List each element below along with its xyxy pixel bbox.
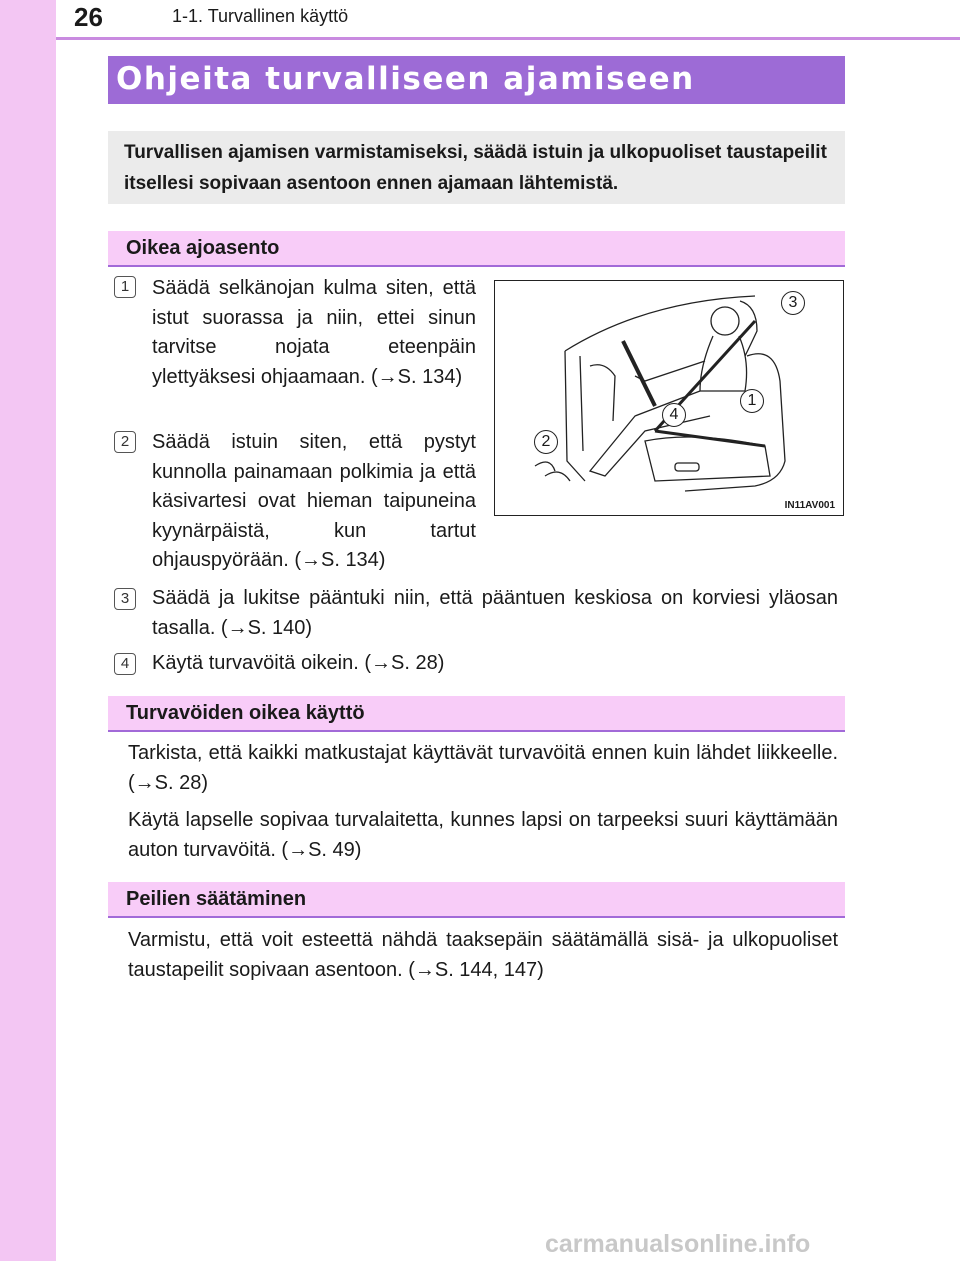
seatbelt-paragraph-1: Tarkista, että kaikki matkustajat käyttävät turvavöitä ennen kuin lähdet liikkeelle. (→S. 28) [128, 742, 838, 794]
pedals [535, 462, 570, 481]
intro-box [108, 131, 845, 204]
driver-torso [700, 336, 747, 391]
section-heading-driving-position [108, 231, 845, 267]
item-text-3: Säädä ja lukitse pääntuki niin, että pääntuen keskiosa on korviesi yläosan tasalla. (→S. 140) [152, 587, 838, 639]
watermark: carmanualsonline.info [545, 1230, 811, 1258]
callout-2: 2 [534, 430, 558, 454]
intro-text: Turvallisen ajamisen varmistamiseksi, säädä istuin ja ulkopuoliset taustapeilit itsellesi sopivaan asentoon ennen ajamaan lähtemistä. [124, 142, 827, 194]
chapter-title: 1-1. Turvallinen käyttö [172, 6, 349, 26]
seatbelt-paragraph-2: Käytä lapselle sopivaa turvalaitetta, kunnes lapsi on tarpeeksi suuri käyttämään auton turvavöitä. (→S. 49) [128, 809, 838, 861]
seat-control [675, 463, 699, 471]
lap-belt [655, 431, 765, 446]
seat-back [685, 354, 785, 491]
roof-line [565, 296, 755, 351]
page-title: Ohjeita turvalliseen ajamiseen [116, 61, 695, 97]
item-number-1: 1 [114, 276, 136, 298]
driver-arm [635, 361, 705, 381]
item-text-1: Säädä selkänojan kulma siten, että istut suorassa ja niin, ettei sinun tarvitse nojata eteenpäin ylettyäksesi ohjaamaan. (→S. 134) [152, 277, 476, 388]
item-number-3: 3 [114, 588, 136, 610]
mirrors-paragraph: Varmistu, että voit esteettä nähdä taaksepäin säätämällä sisä- ja ulkopuoliset taustapeilit sopivaan asentoon. (→S. 144, 147) [128, 929, 838, 981]
steering-wheel [623, 341, 655, 406]
driving-position-figure [494, 280, 844, 516]
item-text-2: Säädä istuin siten, että pystyt kunnolla painamaan polkimia ja että käsivartesi ovat hieman taipuneina kyynärpäistä, kun tartut ohjauspyörään. (→S. 134) [152, 431, 476, 571]
driver-head [711, 307, 739, 335]
side-color-band [0, 0, 56, 1261]
section-heading-text: Oikea ajoasento [126, 237, 280, 259]
item-text-4: Käytä turvavöitä oikein. (→S. 28) [152, 652, 445, 674]
callout-1: 1 [740, 389, 764, 413]
section-heading-seatbelts [108, 696, 845, 732]
figure-code: IN11AV001 [784, 500, 835, 511]
section-heading-mirrors [108, 882, 845, 918]
page-title-bar [108, 56, 845, 104]
callout-4: 4 [662, 403, 686, 427]
item-number-2: 2 [114, 431, 136, 453]
section-heading-text: Turvavöiden oikea käyttö [126, 702, 365, 724]
header-rule [56, 37, 960, 40]
callout-3: 3 [781, 291, 805, 315]
section-heading-text: Peilien säätäminen [126, 888, 307, 910]
driver-seat-illustration [495, 281, 844, 516]
page-number: 26 [74, 2, 103, 32]
item-number-4: 4 [114, 653, 136, 675]
